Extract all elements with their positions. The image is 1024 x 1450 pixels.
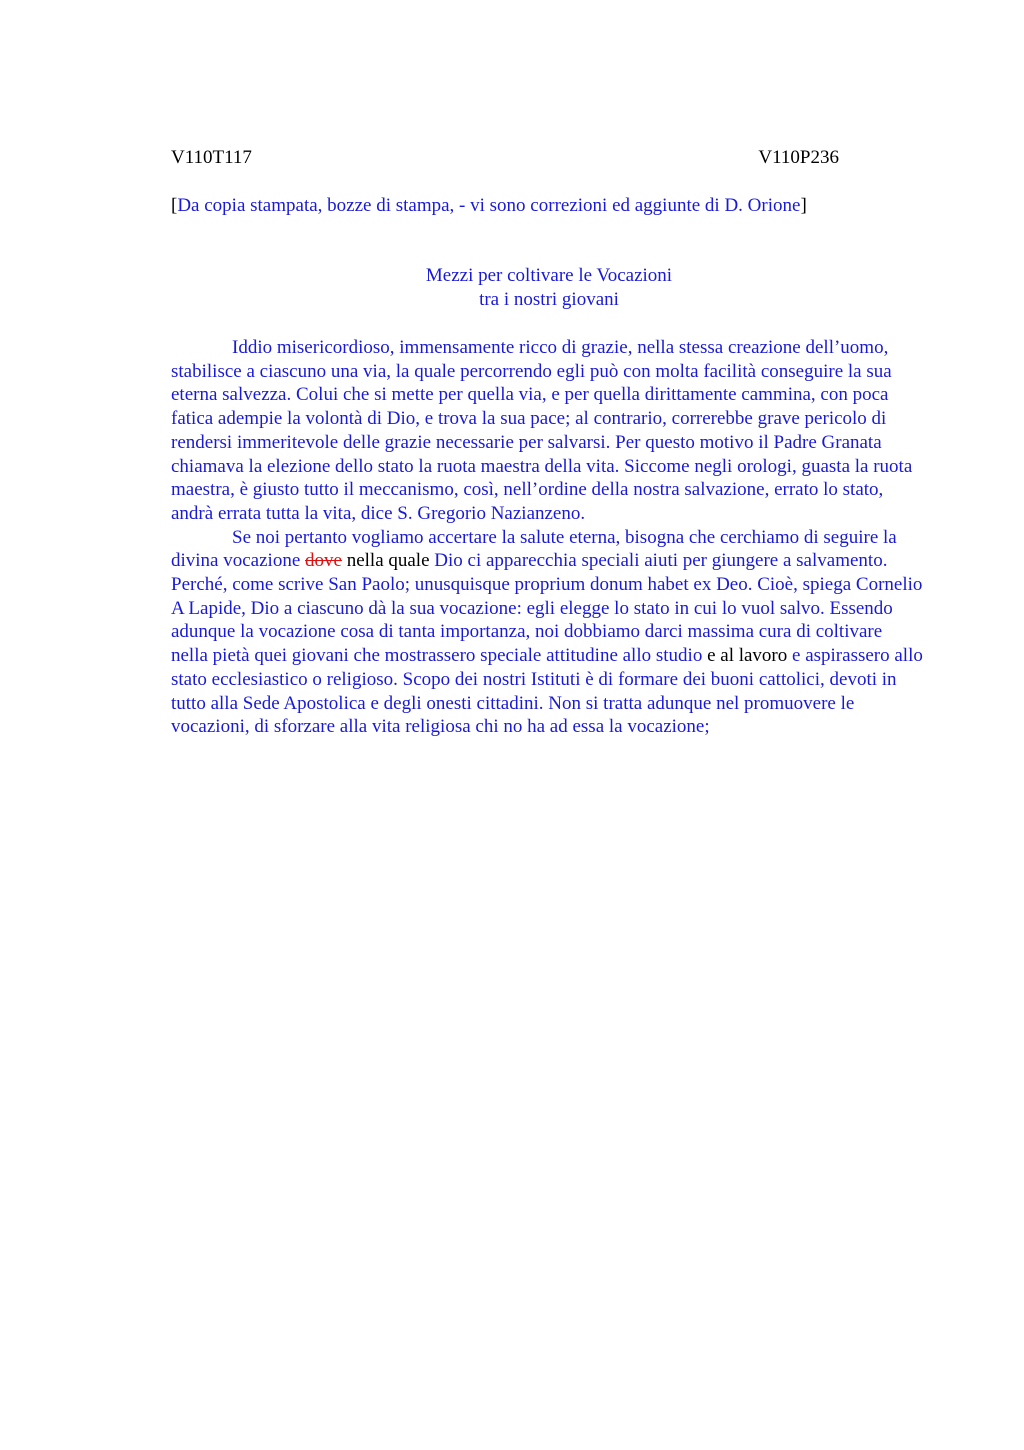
paragraph-2-part-1: Se noi pertanto vogliamo accertare la salute eterna, bisogna che cerchiamo di seguire la divina vocazione [171, 526, 897, 572]
inserted-text-2: e al lavoro [702, 645, 793, 667]
document-code-right: V110P236 [758, 147, 839, 168]
paragraph-2-part-2: Dio ci apparecchia speciali aiuti per giungere a salvamento. Perché, come scrive San Paolo; unusquisque proprium donum habet ex Deo. Cioè, spiega Cornelio A Lapide, Dio a ciascuno dà la sua vocazione: egli elegge lo stato in cui lo vuol salvo. Essendo adunque la vocazione cosa di tanta importanza, noi dobbiamo darci massima cura di coltivare nella pietà quei giovani che mostrassero speciale attitudine allo studio [171, 550, 923, 667]
document-code-left: V110T117 [171, 147, 252, 168]
title-line-2: tra i nostri giovani [479, 289, 619, 310]
paragraph-2 [171, 526, 923, 739]
document-body [171, 336, 923, 739]
document-page [171, 146, 931, 739]
title-line-1: Mezzi per coltivare le Vocazioni [425, 265, 673, 286]
source-note-close-bracket: ] [800, 195, 807, 216]
paragraph-1: Iddio misericordioso, immensamente ricco di grazie, nella stessa creazione dell’uomo, stabilisce a ciascuno una via, la quale percorrendo egli può con molta facilità conseguire la sua eterna salvezza. Colui che si mette per quella via, e per quella dirittamente cammina, con poca fatica adempie la volontà di Dio, e trova la sua pace; al contrario, correrebbe grave pericolo di rendersi immeritevole delle grazie necessarie per salvarsi. Per questo motivo il Padre Granata chiamava la elezione dello stato la ruota maestra della vita. Siccome negli orologi, guasta la ruota maestra, è giusto tutto il meccanismo, così, nell’ordine della nostra salvazione, errato lo stato, andrà errata tutta la vita, dice S. Gregorio Nazianzeno. [171, 337, 913, 524]
source-note-text: Da copia stampata, bozze di stampa, - vi sono correzioni ed aggiunte di D. Orione [177, 195, 801, 216]
document-title [171, 264, 927, 312]
document-header [171, 146, 839, 170]
inserted-text-1: nella quale [341, 550, 435, 572]
source-note [171, 194, 931, 218]
deleted-word: dove [305, 550, 342, 572]
source-note-open-bracket: [ [171, 195, 178, 216]
paragraph-2-part-3: e aspirassero allo stato ecclesiastico o religioso. Scopo dei nostri Istituti è di formare dei buoni cattolici, devoti in tutto alla Sede Apostolica e degli onesti cittadini. Non si tratta adunque nel promuovere le vocazioni, di sforzare alla vita religiosa chi no ha ad essa la vocazione; [171, 645, 923, 738]
